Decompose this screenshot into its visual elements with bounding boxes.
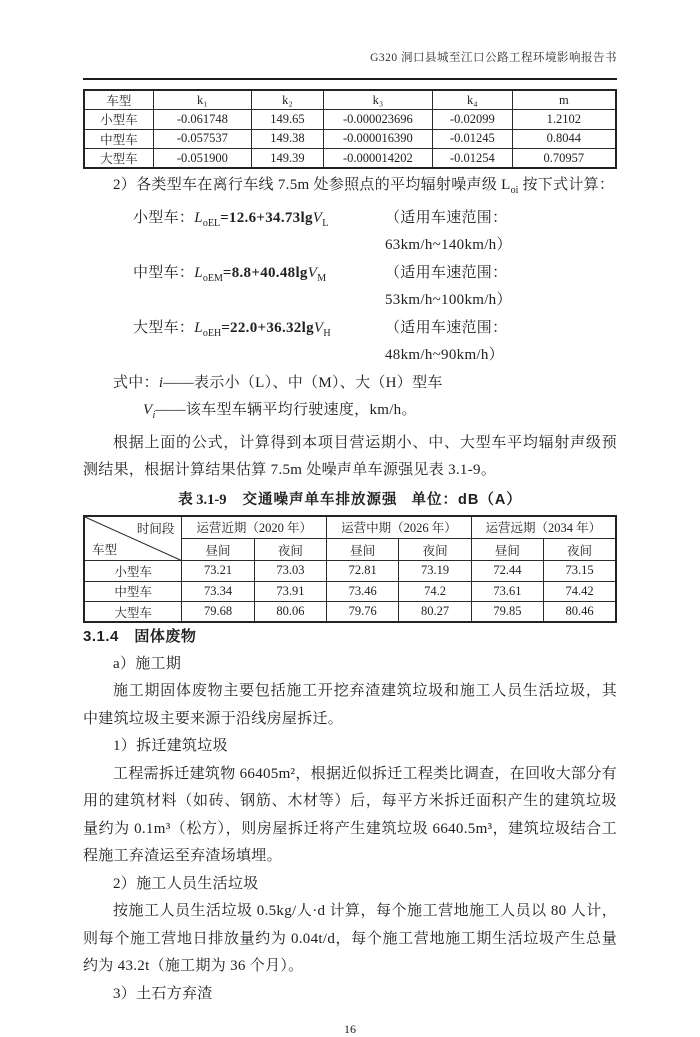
column-header: k₁ bbox=[153, 90, 251, 110]
table-cell: 中型车 bbox=[84, 129, 153, 149]
table-cell: 大型车 bbox=[84, 149, 153, 169]
speed-symbol: V bbox=[307, 264, 318, 281]
item-spoil: 3）土石方弃渣 bbox=[113, 985, 213, 1002]
day-night-header: 夜间 bbox=[544, 539, 616, 561]
table-cell: 80.46 bbox=[544, 602, 616, 623]
noise-coefficient-table bbox=[83, 89, 617, 169]
speed-range-note: （适用车速范围：53km/h~100km/h） bbox=[385, 264, 512, 308]
section-heading: 3.1.4 固体废物 bbox=[83, 628, 197, 645]
table-cell: 79.68 bbox=[182, 602, 254, 623]
speed-definition-line bbox=[83, 397, 617, 430]
formula-line-large-vehicle bbox=[83, 315, 617, 370]
speed-subscript: L bbox=[322, 217, 329, 229]
formula-terms: =12.6+34.73lg bbox=[220, 209, 313, 226]
legend-prefix: 式中： bbox=[113, 374, 159, 391]
table-cell: 80.27 bbox=[399, 602, 471, 623]
page-footer bbox=[83, 1021, 617, 1037]
noise-calculation-section bbox=[83, 172, 617, 485]
speed-symbol: V bbox=[312, 209, 323, 226]
table-row bbox=[84, 129, 616, 149]
table-cell: 73.19 bbox=[399, 561, 471, 582]
report-title: G320 洞口县城至江口公路工程环境影响报告书 bbox=[370, 52, 617, 64]
table-cell: 中型车 bbox=[84, 581, 182, 602]
table-cell: 0.8044 bbox=[512, 129, 616, 149]
formula-terms: =22.0+36.32lg bbox=[221, 319, 314, 336]
period-header: 运营远期（2034 年） bbox=[471, 516, 616, 539]
level-subscript: oEM bbox=[202, 272, 223, 284]
column-header: 车型 bbox=[84, 90, 153, 110]
level-subscript: oEH bbox=[202, 327, 222, 339]
day-night-header: 昼间 bbox=[471, 539, 543, 561]
table-row bbox=[84, 561, 616, 582]
table-cell: -0.02099 bbox=[432, 110, 512, 130]
speed-symbol: V bbox=[313, 319, 324, 336]
demolition-paragraph: 工程需拆迁建筑物 66405m²，根据近似拆迁工程类比调查，在回收大部分有用的建筑材料（如砖、钢筋、木材等）后，每平方米拆迁面积产生的建筑垃圾量约为 0.1m³（松方），则房屋拆迁将产生建筑垃圾 6640.5m³，建筑垃圾结合工程施工弃渣运至弃渣场填埋。 bbox=[83, 765, 617, 864]
table-cell: 1.2102 bbox=[512, 110, 616, 130]
table-number-label: 表 3.1-9 bbox=[178, 491, 227, 508]
table-cell: 73.61 bbox=[471, 581, 543, 602]
table-cell: -0.051900 bbox=[153, 149, 251, 169]
index-symbol: i bbox=[158, 374, 164, 391]
table-cell: 大型车 bbox=[84, 602, 182, 623]
speed-subscript: M bbox=[317, 272, 327, 284]
table-title-text: 交通噪声单车排放源强 bbox=[242, 491, 398, 508]
table-cell: 73.21 bbox=[182, 561, 254, 582]
table-cell: 149.38 bbox=[252, 129, 324, 149]
table-cell: -0.000023696 bbox=[323, 110, 432, 130]
table-cell: 74.42 bbox=[544, 581, 616, 602]
intro-subscript: oi bbox=[510, 185, 519, 196]
column-header: k₃ bbox=[323, 90, 432, 110]
level-symbol: L bbox=[194, 319, 203, 336]
vehicle-label: 小型车： bbox=[133, 209, 195, 226]
column-header: m bbox=[512, 90, 616, 110]
formula-expression bbox=[133, 205, 385, 260]
table-cell: 79.85 bbox=[471, 602, 543, 623]
corner-header-cell bbox=[84, 516, 182, 561]
table-cell: -0.01254 bbox=[432, 149, 512, 169]
formula-terms: =8.8+40.48lg bbox=[222, 264, 308, 281]
table-cell: 80.06 bbox=[254, 602, 326, 623]
noise-source-table bbox=[83, 515, 617, 624]
table-cell: 73.15 bbox=[544, 561, 616, 582]
formula-line-small-vehicle bbox=[83, 205, 617, 260]
result-paragraph: 根据上面的公式，计算得到本项目营运期小、中、大型车平均辐射声级预测结果，根据计算结果估算 7.5m 处噪声单车源强见表 3.1-9。 bbox=[83, 434, 617, 478]
level-subscript: oEL bbox=[202, 217, 221, 229]
overview-paragraph: 施工期固体废物主要包括施工开挖弃渣建筑垃圾和施工人员生活垃圾，其中建筑垃圾主要来源于沿线房屋拆迁。 bbox=[83, 683, 617, 727]
day-night-header: 夜间 bbox=[254, 539, 326, 561]
table-row bbox=[84, 581, 616, 602]
table-cell: 149.39 bbox=[252, 149, 324, 169]
table-cell: -0.061748 bbox=[153, 110, 251, 130]
level-symbol: L bbox=[194, 264, 203, 281]
table-header-row bbox=[84, 90, 616, 110]
running-header bbox=[83, 0, 617, 66]
day-night-header: 昼间 bbox=[327, 539, 399, 561]
speed-range-note: （适用车速范围：48km/h~90km/h） bbox=[385, 319, 508, 363]
vehicle-label: 中型车： bbox=[133, 264, 195, 281]
table-cell: 72.44 bbox=[471, 561, 543, 582]
legend-text: ——表示小（L）、中（M）、大（H）型车 bbox=[163, 374, 443, 391]
subscript-i: i bbox=[152, 410, 156, 421]
vehicle-label: 大型车： bbox=[133, 319, 195, 336]
table-row bbox=[84, 110, 616, 130]
speed-definition-text: ——该车型车辆平均行驶速度，km/h。 bbox=[155, 402, 417, 418]
corner-label-vehicle: 车型 bbox=[92, 543, 118, 557]
column-header: k₄ bbox=[432, 90, 512, 110]
item-domestic: 2）施工人员生活垃圾 bbox=[113, 875, 259, 892]
table-cell: 小型车 bbox=[84, 561, 182, 582]
legend-line bbox=[83, 370, 617, 398]
calc-intro-line bbox=[83, 172, 617, 205]
formula-expression bbox=[133, 315, 385, 370]
table-header-row bbox=[84, 516, 616, 539]
speed-subscript: H bbox=[323, 327, 331, 339]
source-table-title bbox=[83, 485, 617, 515]
table-row bbox=[84, 602, 616, 623]
subsection-construction: a）施工期 bbox=[113, 655, 182, 672]
column-header: k₂ bbox=[252, 90, 324, 110]
item-demolition: 1）拆迁建筑垃圾 bbox=[113, 738, 228, 754]
table-cell: -0.000016390 bbox=[323, 129, 432, 149]
day-night-header: 昼间 bbox=[182, 539, 254, 561]
formula-line-medium-vehicle bbox=[83, 260, 617, 315]
table-cell: 小型车 bbox=[84, 110, 153, 130]
table-cell: 79.76 bbox=[327, 602, 399, 623]
intro-text: 2）各类型车在离行车线 7.5m 处参照点的平均辐射噪声级 L bbox=[113, 177, 511, 193]
solid-waste-section bbox=[83, 623, 617, 1008]
table-unit-label: 单位：dB（A） bbox=[411, 491, 522, 508]
table-cell: 73.03 bbox=[254, 561, 326, 582]
table-cell: 74.2 bbox=[399, 581, 471, 602]
corner-label-period: 时间段 bbox=[136, 521, 175, 536]
formula-expression bbox=[133, 260, 385, 315]
page-content bbox=[83, 0, 617, 1037]
speed-symbol: V bbox=[143, 402, 153, 418]
intro-text-end: 按下式计算： bbox=[518, 177, 615, 193]
table-cell: -0.000014202 bbox=[323, 149, 432, 169]
header-rule bbox=[83, 78, 617, 80]
period-header: 运营近期（2020 年） bbox=[182, 516, 327, 539]
speed-range-note: （适用车速范围：63km/h~140km/h） bbox=[385, 209, 512, 253]
table-row bbox=[84, 149, 616, 169]
table-cell: 0.70957 bbox=[512, 149, 616, 169]
page-number: 16 bbox=[344, 1022, 356, 1036]
table-cell: -0.057537 bbox=[153, 129, 251, 149]
day-night-header: 夜间 bbox=[399, 539, 471, 561]
period-header: 运营中期（2026 年） bbox=[327, 516, 472, 539]
table-cell: 149.65 bbox=[252, 110, 324, 130]
domestic-paragraph: 按施工人员生活垃圾 0.5kg/人·d 计算，每个施工营地施工人员以 80 人计，则每个施工营地日排放量约为 0.04t/d，每个施工营地施工期生活垃圾产生总量约为 43.2t（施工期为 36 个月）。 bbox=[83, 903, 617, 974]
table-cell: -0.01245 bbox=[432, 129, 512, 149]
level-symbol: L bbox=[194, 209, 203, 226]
table-cell: 73.91 bbox=[254, 581, 326, 602]
table-cell: 73.46 bbox=[327, 581, 399, 602]
table-cell: 73.34 bbox=[182, 581, 254, 602]
table-cell: 72.81 bbox=[327, 561, 399, 582]
